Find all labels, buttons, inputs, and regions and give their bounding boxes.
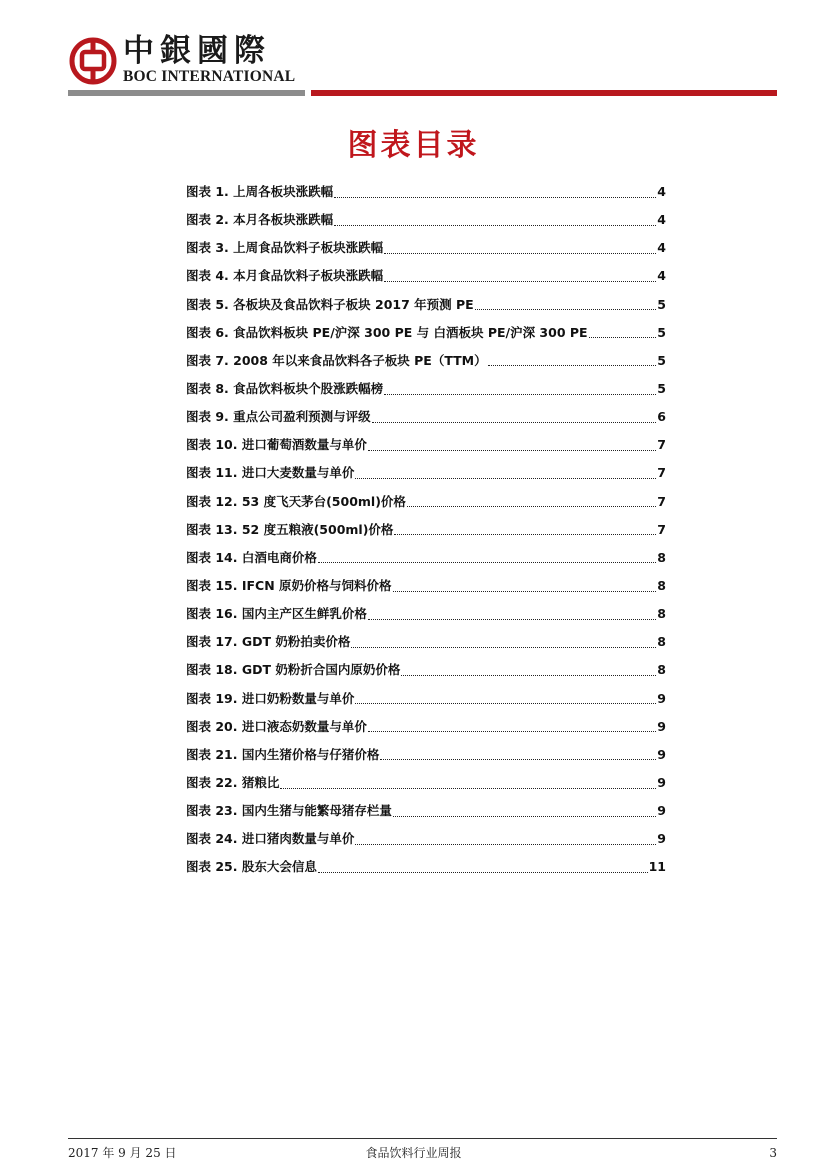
toc-page-number[interactable]: 9: [657, 774, 666, 790]
toc-dot-leader: [318, 562, 656, 563]
toc-page-number[interactable]: 4: [657, 268, 666, 284]
header-rule-red: [311, 90, 777, 96]
toc-page-number[interactable]: 8: [657, 606, 666, 622]
toc-page-number[interactable]: 9: [657, 746, 666, 762]
toc-entry-label[interactable]: 图表 3. 上周食品饮料子板块涨跌幅: [186, 240, 384, 256]
toc-entry-label[interactable]: 图表 8. 食品饮料板块个股涨跌幅榜: [186, 380, 384, 396]
toc-entry-label[interactable]: 图表 23. 国内生猪与能繁母猪存栏量: [186, 803, 392, 819]
toc-entry-label[interactable]: 图表 11. 进口大麦数量与单价: [186, 465, 355, 481]
footer-rule: [68, 1138, 777, 1139]
toc-page-number[interactable]: 5: [657, 352, 666, 368]
footer-report-name: 食品饮料行业周报: [365, 1146, 462, 1160]
toc-page-number[interactable]: 4: [657, 240, 666, 256]
footer-page-number: 3: [769, 1146, 777, 1160]
toc-entry-label[interactable]: 图表 24. 进口猪肉数量与单价: [186, 831, 355, 847]
toc-page-number[interactable]: 9: [657, 803, 666, 819]
toc-page-number[interactable]: 4: [657, 184, 666, 199]
toc-entry[interactable]: [186, 600, 666, 628]
toc-dot-leader: [393, 591, 657, 592]
toc-dot-leader: [368, 450, 656, 451]
toc-entry[interactable]: [186, 516, 666, 544]
toc-entry-label[interactable]: 图表 1. 上周各板块涨跌幅: [186, 184, 334, 199]
toc-entry-label[interactable]: 图表 25. 股东大会信息: [186, 859, 317, 875]
toc-page-number[interactable]: 5: [657, 296, 666, 312]
toc-dot-leader: [318, 872, 648, 873]
toc-dot-leader: [368, 619, 656, 620]
toc-entry[interactable]: [186, 853, 666, 881]
toc-entry-label[interactable]: 图表 2. 本月各板块涨跌幅: [186, 212, 334, 228]
toc-dot-leader: [475, 309, 657, 310]
toc-entry-label[interactable]: 图表 7. 2008 年以来食品饮料各子板块 PE（TTM）: [186, 352, 487, 368]
toc-entry[interactable]: [186, 488, 666, 516]
toc-dot-leader: [355, 478, 656, 479]
logo-english-name: BOC INTERNATIONAL: [123, 68, 296, 85]
logo-chinese-name: 中銀國際: [123, 33, 271, 69]
toc-dot-leader: [334, 225, 656, 226]
toc-title: 图表目录: [347, 128, 480, 163]
toc-dot-leader: [351, 647, 656, 648]
toc-entry[interactable]: [186, 741, 666, 769]
boc-international-logo: [69, 33, 309, 93]
toc-dot-leader: [372, 422, 657, 423]
toc-entry[interactable]: [186, 375, 666, 403]
footer-date: 2017 年 9 月 25 日: [68, 1146, 177, 1160]
toc-entry-label[interactable]: 图表 14. 白酒电商价格: [186, 549, 317, 565]
toc-dot-leader: [280, 788, 656, 789]
toc-page-number[interactable]: 9: [657, 831, 666, 847]
toc-entry[interactable]: [186, 431, 666, 459]
toc-dot-leader: [589, 337, 657, 338]
toc-entry-label[interactable]: 图表 18. GDT 奶粉折合国内原奶价格: [186, 662, 401, 678]
toc-entry-label[interactable]: 图表 12. 53 度飞天茅台(500ml)价格: [186, 493, 406, 509]
toc-entry[interactable]: [186, 769, 666, 797]
toc-dot-leader: [488, 365, 657, 366]
toc-entry-label[interactable]: 图表 15. IFCN 原奶价格与饲料价格: [186, 577, 392, 593]
toc-dot-leader: [355, 703, 656, 704]
toc-page-number[interactable]: 5: [657, 324, 666, 340]
bank-of-china-logo-icon: [69, 37, 117, 85]
toc-dot-leader: [401, 675, 656, 676]
toc-entry[interactable]: [186, 178, 666, 206]
toc-entry[interactable]: [186, 628, 666, 656]
toc-entry[interactable]: [186, 262, 666, 290]
toc-page-number[interactable]: 8: [657, 577, 666, 593]
toc-page-number[interactable]: 7: [657, 493, 666, 509]
toc-entry[interactable]: [186, 656, 666, 684]
toc-entry-label[interactable]: 图表 9. 重点公司盈利预测与评级: [186, 409, 371, 425]
toc-entry-label[interactable]: 图表 16. 国内主产区生鲜乳价格: [186, 606, 367, 622]
toc-dot-leader: [368, 731, 656, 732]
toc-page-number[interactable]: 7: [657, 437, 666, 453]
toc-page-number[interactable]: 9: [657, 718, 666, 734]
toc-entry-label[interactable]: 图表 20. 进口液态奶数量与单价: [186, 718, 367, 734]
toc-dot-leader: [393, 816, 656, 817]
toc-page-number[interactable]: 9: [657, 690, 666, 706]
toc-entry[interactable]: [186, 319, 666, 347]
toc-entry[interactable]: [186, 572, 666, 600]
toc-page-number[interactable]: 8: [657, 634, 666, 650]
toc-entry-label[interactable]: 图表 10. 进口葡萄酒数量与单价: [186, 437, 367, 453]
toc-dot-leader: [384, 281, 656, 282]
toc-dot-leader: [334, 197, 656, 198]
toc-entry-label[interactable]: 图表 5. 各板块及食品饮料子板块 2017 年预测 PE: [186, 296, 474, 312]
toc-dot-leader: [407, 506, 656, 507]
toc-entry[interactable]: [186, 459, 666, 487]
toc-dot-leader: [355, 844, 656, 845]
toc-page-number[interactable]: 8: [657, 662, 666, 678]
toc-entry[interactable]: [186, 713, 666, 741]
toc-entry-label[interactable]: 图表 22. 猪粮比: [186, 774, 280, 790]
toc-entry-label[interactable]: 图表 21. 国内生猪价格与仔猪价格: [186, 746, 380, 762]
toc-entry[interactable]: [186, 291, 666, 319]
toc-entry[interactable]: [186, 825, 666, 853]
toc-page-number[interactable]: 7: [657, 521, 666, 537]
header-rule-gray: [68, 90, 305, 96]
toc-dot-leader: [384, 253, 656, 254]
toc-entry-label[interactable]: 图表 4. 本月食品饮料子板块涨跌幅: [186, 268, 384, 284]
toc-entry-label[interactable]: 图表 13. 52 度五粮液(500ml)价格: [186, 521, 394, 537]
toc-page-number[interactable]: 5: [657, 380, 666, 396]
toc-entry[interactable]: [186, 685, 666, 713]
toc-entry-label[interactable]: 图表 6. 食品饮料板块 PE/沪深 300 PE 与 白酒板块 PE/沪深 300 PE: [186, 324, 588, 340]
toc-page-number[interactable]: 7: [657, 465, 666, 481]
toc-entry[interactable]: [186, 347, 666, 375]
toc-entry-label[interactable]: 图表 17. GDT 奶粉拍卖价格: [186, 634, 351, 650]
toc-page-number[interactable]: 4: [657, 212, 666, 228]
toc-entry[interactable]: [186, 544, 666, 572]
toc-entry[interactable]: [186, 234, 666, 262]
toc-dot-leader: [380, 759, 656, 760]
toc-entry[interactable]: [186, 403, 666, 431]
toc-entry[interactable]: [186, 206, 666, 234]
toc-page-number[interactable]: 11: [648, 859, 666, 875]
toc-page-number[interactable]: 8: [657, 549, 666, 565]
toc-page-number[interactable]: 6: [657, 409, 666, 425]
table-of-figures: [186, 178, 666, 882]
toc-dot-leader: [394, 534, 656, 535]
toc-entry-label[interactable]: 图表 19. 进口奶粉数量与单价: [186, 690, 355, 706]
toc-dot-leader: [384, 394, 656, 395]
toc-entry[interactable]: [186, 797, 666, 825]
